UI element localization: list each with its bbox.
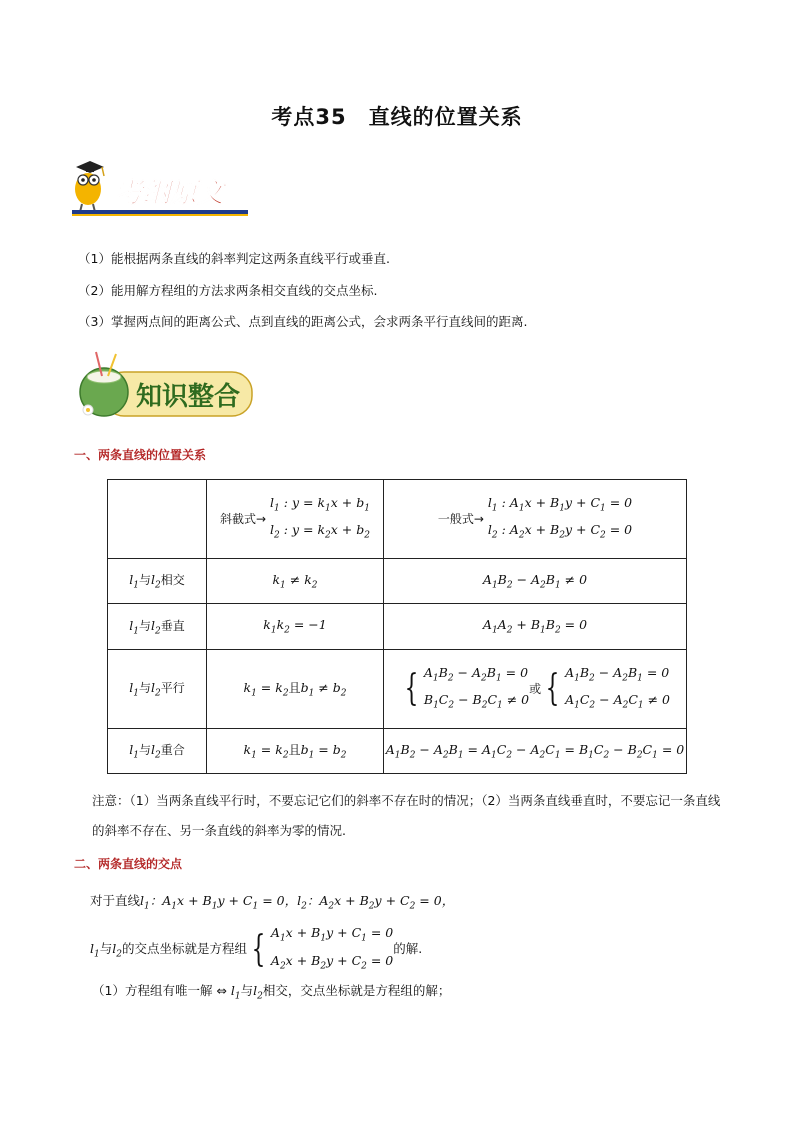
row-label-intersect: 相交 <box>160 573 185 588</box>
coconut-icon <box>80 352 128 416</box>
unique-solution-case: （1）方程组有唯一解 ⇔ $l_1$与$l_2$相交，交点坐标就是方程组的解； <box>92 983 451 1002</box>
table-row-perpendicular: $l_1$与$l_2$垂直 $k_1k_2 = -1$ $A_1A_2 + B_1B_2 = 0$ <box>108 604 687 650</box>
table-row-parallel: $l_1$与$l_2$平行 $k_1 = k_2$且$b_1 \ne b_2$ { $A_1B_2 - A_2B_1 = 0$ $B_1C_2 - B_2C_1 \ne 0$或 { $A_1B_2 - A_2B_1 = 0$ $A_1C_2 - A_2C_1 \ne 0$ <box>108 650 687 729</box>
general-form-header: 一般式→ $l_1$ : $A_1x + B_1y + C_1 = 0$ $l_2$ : $A_2x + B_2y + C_2 = 0$ <box>384 480 687 559</box>
row-label-parallel: 平行 <box>160 681 185 696</box>
relations-table <box>107 479 687 774</box>
lines-definition: 对于直线$l_1$：$A_1x + B_1y + C_1 = 0$，$l_2$：$A_2x + B_2y + C_2 = 0$， <box>90 893 455 912</box>
page-title: 考点35 直线的位置关系 <box>271 105 523 129</box>
table-row-intersect: $l_1$与$l_2$相交 $k_1 \ne k_2$ $A_1B_2 - A_2B_1 \ne 0$ <box>108 559 687 604</box>
row-label-perpendicular: 垂直 <box>160 618 185 633</box>
note-paragraph: 注意：（1）当两条直线平行时，不要忘记它们的斜率不存在时的情况；（2）当两条直线垂直时，不要忘记一条直线的斜率不存在、另一条直线的斜率为零的情况. <box>92 793 721 838</box>
section-heading-positions: 一、两条直线的位置关系 <box>74 448 207 462</box>
objective-1: （1）能根据两条直线的斜率判定这两条直线平行或垂直. <box>78 251 390 266</box>
row-label-coincide: 重合 <box>160 743 185 758</box>
slope-form-header: 斜截式→ $l_1$ : $y = k_1x + b_1$ $l_2$ : $y = k_2x + b_2$ <box>207 480 384 559</box>
syllabus-banner-text: 考纲原文 <box>116 178 224 209</box>
knowledge-banner-text: 知识整合 <box>136 382 241 412</box>
objective-3: （3）掌握两点间的距离公式、点到直线的距离公式，会求两条平行直线间的距离. <box>78 314 528 329</box>
knowledge-banner <box>74 350 264 422</box>
mascot-icon <box>75 161 104 212</box>
table-row-coincide: $l_1$与$l_2$重合 $k_1 = k_2$且$b_1 = b_2$ $A_1B_2 - A_2B_1 = A_1C_2 - A_2C_1 = B_1C_2 - B_2C_1 = 0$ <box>108 729 687 774</box>
objective-2: （2）能用解方程组的方法求两条相交直线的交点坐标. <box>78 283 378 298</box>
syllabus-banner <box>66 152 256 218</box>
section-heading-intersection: 二、两条直线的交点 <box>74 857 183 871</box>
table-corner-cell <box>108 480 207 559</box>
intersection-system: $l_1$与$l_2$的交点坐标就是方程组 { $A_1x + B_1y + C_1 = 0$ $A_2x + B_2y + C_2 = 0$的解. <box>90 925 423 971</box>
